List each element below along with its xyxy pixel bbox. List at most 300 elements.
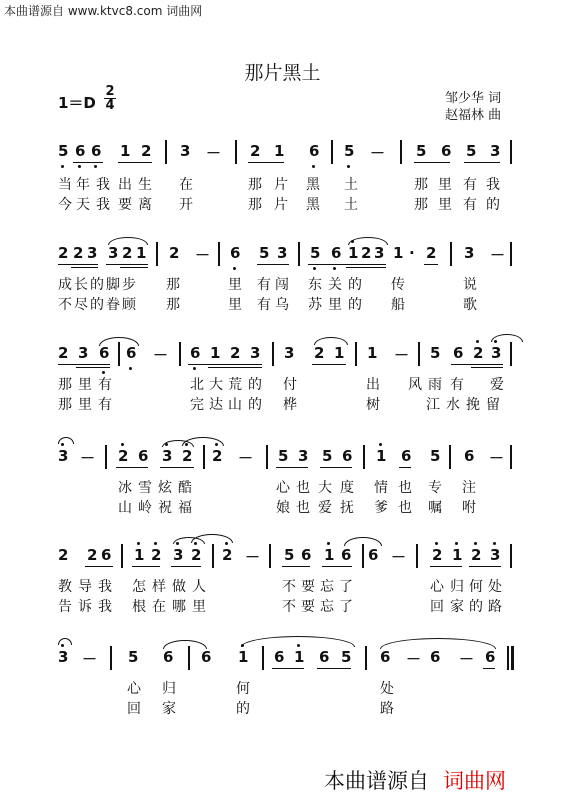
lyric: 专 xyxy=(428,480,442,496)
barline xyxy=(298,242,300,266)
lyric: 黑 xyxy=(306,177,320,193)
note: 1 xyxy=(238,648,249,666)
lyric: 我 xyxy=(98,579,112,595)
lyric: 挽 xyxy=(466,397,480,413)
lyric: 开 xyxy=(179,197,193,213)
lyric: 有 xyxy=(257,297,271,313)
lyric: 祝 xyxy=(158,500,172,516)
lyrics-line-1 xyxy=(58,477,514,497)
lyric: 要 xyxy=(301,579,315,595)
lyric: 里 xyxy=(438,197,452,213)
high-dot xyxy=(474,542,477,545)
low-dot xyxy=(61,165,64,168)
site-header: 本曲谱源自 www.ktvc8.com 词曲网 xyxy=(4,4,203,18)
final-barline xyxy=(511,646,514,670)
high-dot xyxy=(435,542,438,545)
note: 3 xyxy=(180,142,191,160)
barline xyxy=(510,242,512,266)
lyric: 关 xyxy=(328,277,342,293)
slur xyxy=(348,237,388,245)
lyric: 心 xyxy=(276,480,290,496)
lyric: 哪 xyxy=(172,599,186,615)
note: 3 xyxy=(284,344,295,362)
note: 2 xyxy=(87,546,98,564)
barline xyxy=(235,140,237,164)
note: 6 xyxy=(342,447,353,465)
lyric: 有 xyxy=(257,277,271,293)
lyric: 生 xyxy=(138,177,152,193)
note: 2 xyxy=(169,244,180,262)
lyric: 土 xyxy=(344,197,358,213)
lyric: 做 xyxy=(172,579,186,595)
underline xyxy=(308,264,386,265)
barline xyxy=(179,342,181,366)
underline xyxy=(430,566,462,567)
lyric: 有 xyxy=(98,377,112,393)
lyric: 的 xyxy=(248,397,262,413)
lyric: 有 xyxy=(450,377,464,393)
note: － xyxy=(370,144,386,162)
lyric: 乌 xyxy=(275,297,289,313)
high-dot xyxy=(455,542,458,545)
note: 2 xyxy=(361,244,372,262)
lyric: 有 xyxy=(463,197,477,213)
barline xyxy=(510,342,512,366)
note: 6 xyxy=(163,648,174,666)
lyric: 嘱 xyxy=(428,500,442,516)
note: 6 xyxy=(309,142,320,160)
note: － xyxy=(245,548,261,566)
note: 5 xyxy=(466,142,477,160)
lyric: 不 xyxy=(282,579,296,595)
note: 6 xyxy=(99,344,110,362)
note: 6 xyxy=(230,244,241,262)
lyric: 说 xyxy=(463,277,477,293)
barline xyxy=(510,140,512,164)
low-dot xyxy=(94,165,97,168)
lyric: 酷 xyxy=(178,480,192,496)
tie xyxy=(58,638,72,645)
high-dot xyxy=(154,542,157,545)
lyric: 心 xyxy=(430,579,444,595)
note: 1 xyxy=(210,344,221,362)
note: 5 xyxy=(310,244,321,262)
underline xyxy=(320,467,352,468)
barline xyxy=(266,445,268,469)
lyric: 雪 xyxy=(138,480,152,496)
note: 2 xyxy=(314,344,325,362)
note: 2 xyxy=(141,142,152,160)
lyric: 歌 xyxy=(463,297,477,313)
note: 6 xyxy=(75,142,86,160)
lyric: 片 xyxy=(274,177,288,193)
lyrics-line-1 xyxy=(58,174,514,194)
high-dot xyxy=(121,443,124,446)
note: 3 xyxy=(250,344,261,362)
note: 3 xyxy=(108,244,119,262)
underline xyxy=(58,364,110,365)
lyric: 导 xyxy=(78,579,92,595)
tie xyxy=(191,534,233,543)
note: 3 xyxy=(58,648,69,666)
underline xyxy=(188,364,262,365)
lyric: 我 xyxy=(96,197,110,213)
note: 5 xyxy=(322,447,333,465)
underline xyxy=(414,162,450,163)
low-dot xyxy=(312,165,315,168)
lyric: 闯 xyxy=(275,277,289,293)
lyrics-line-2 xyxy=(58,194,514,214)
underline xyxy=(424,264,438,265)
lyric: 顾 xyxy=(122,297,136,313)
note: 3 xyxy=(58,447,69,465)
lyric: 水 xyxy=(446,397,460,413)
lyric: 娘 xyxy=(276,500,290,516)
lyric: 树 xyxy=(366,397,380,413)
note: 6 xyxy=(441,142,452,160)
barline xyxy=(165,140,167,164)
lyrics-line-2 xyxy=(58,294,514,314)
note: 1 xyxy=(376,447,387,465)
lyrics-line-1 xyxy=(58,678,514,698)
underline xyxy=(464,162,500,163)
note: 2 xyxy=(426,244,437,262)
tie xyxy=(380,638,496,649)
lyric: 冰 xyxy=(118,480,132,496)
note: － xyxy=(206,144,222,162)
lyric: 路 xyxy=(488,599,502,615)
time-bottom: 4 xyxy=(105,98,115,113)
lyric: 在 xyxy=(179,177,193,193)
lyric: 的 xyxy=(348,297,362,313)
lyric: 长 xyxy=(74,277,88,293)
lyric: 岭 xyxy=(138,500,152,516)
lyric: 当 xyxy=(58,177,72,193)
lyric: 里 xyxy=(228,297,242,313)
lyrics-line-1 xyxy=(58,274,514,294)
note: － xyxy=(238,449,254,467)
lyric: 不 xyxy=(58,297,72,313)
song-title: 那片黑土 xyxy=(244,62,321,84)
low-dot xyxy=(78,165,81,168)
notes-row-6 xyxy=(58,644,514,672)
note: 1 xyxy=(294,648,305,666)
lyric: 何 xyxy=(236,681,250,697)
lyric: 怎 xyxy=(132,579,146,595)
underline xyxy=(483,668,495,669)
underline xyxy=(116,467,148,468)
note: 6 xyxy=(126,344,137,362)
note: 2 xyxy=(182,447,193,465)
tie xyxy=(163,640,207,649)
lyrics-line-1 xyxy=(58,374,514,394)
barline xyxy=(418,342,420,366)
lyric: 回 xyxy=(430,599,444,615)
barline xyxy=(416,544,418,568)
tie xyxy=(344,537,382,546)
lyric: 的 xyxy=(236,701,250,717)
lyric: 北 xyxy=(190,377,204,393)
underline xyxy=(469,566,501,567)
barline xyxy=(203,445,205,469)
lyric: 土 xyxy=(344,177,358,193)
note: 1 xyxy=(134,546,145,564)
lyric: 也 xyxy=(398,500,412,516)
lyric: 抚 xyxy=(340,500,354,516)
low-dot xyxy=(347,165,350,168)
lyric: 也 xyxy=(398,480,412,496)
barline xyxy=(218,242,220,266)
note: 6 xyxy=(464,447,475,465)
note: 2 xyxy=(191,546,202,564)
note: 1 xyxy=(136,244,147,262)
note: 1 xyxy=(367,344,378,362)
note: 1 xyxy=(324,546,335,564)
note: － xyxy=(153,346,169,364)
underline xyxy=(272,668,304,669)
barline xyxy=(110,646,112,670)
time-signature xyxy=(104,86,116,111)
barline xyxy=(121,544,123,568)
slur xyxy=(314,337,348,345)
lyric: 爹 xyxy=(374,500,388,516)
note: 3 xyxy=(173,546,184,564)
note: － xyxy=(82,650,98,668)
lyric: 传 xyxy=(391,277,405,293)
lyric: 情 xyxy=(374,480,388,496)
note: － xyxy=(490,246,506,264)
barline xyxy=(262,646,264,670)
barline xyxy=(331,140,333,164)
lyric: 的 xyxy=(90,277,104,293)
notes-row-5 xyxy=(58,542,514,570)
lyric: 里 xyxy=(228,277,242,293)
note: 6 xyxy=(341,546,352,564)
note: 6 xyxy=(331,244,342,262)
lyric: 出 xyxy=(366,377,380,393)
lyric: 的 xyxy=(486,197,500,213)
time-top: 2 xyxy=(105,84,115,99)
note: － xyxy=(195,246,211,264)
note: 5 xyxy=(284,546,295,564)
underline xyxy=(248,162,284,163)
note: 6 xyxy=(319,648,330,666)
note: 5 xyxy=(128,648,139,666)
underline xyxy=(118,162,152,163)
lyric: 根 xyxy=(132,599,146,615)
lyric: 里 xyxy=(328,297,342,313)
lyric: 爱 xyxy=(318,500,332,516)
lyrics-line-2 xyxy=(58,394,514,414)
note: 3 xyxy=(374,244,385,262)
lyric: 桦 xyxy=(283,397,297,413)
barline xyxy=(400,140,402,164)
underline xyxy=(451,364,503,365)
lyric: 人 xyxy=(192,579,206,595)
note: － xyxy=(459,650,475,668)
lyric: 路 xyxy=(380,701,394,717)
lyric: 何 xyxy=(469,579,483,595)
lyric: 里 xyxy=(192,599,206,615)
note: 6 xyxy=(453,344,464,362)
lyric: 心 xyxy=(127,681,141,697)
note: 2 xyxy=(73,244,84,262)
barline xyxy=(212,544,214,568)
note: 3 xyxy=(87,244,98,262)
lyric: 炫 xyxy=(158,480,172,496)
credits xyxy=(445,90,501,124)
note: 2 xyxy=(151,546,162,564)
lyric: 那 xyxy=(248,177,262,193)
note: 3 xyxy=(162,447,173,465)
note: 6 xyxy=(301,546,312,564)
note: 6 xyxy=(138,447,149,465)
lyric: 苏 xyxy=(308,297,322,313)
lyric: 那 xyxy=(58,377,72,393)
underline xyxy=(85,566,113,567)
barline xyxy=(269,544,271,568)
lyric: 完 xyxy=(190,397,204,413)
lyric: 那 xyxy=(166,277,180,293)
lyric: 尽 xyxy=(74,297,88,313)
note: 6 xyxy=(401,447,412,465)
lyric: 天 xyxy=(76,197,90,213)
note: 5 xyxy=(344,142,355,160)
brand-name: 本曲谱源自 xyxy=(324,769,429,793)
note: 2 xyxy=(250,142,261,160)
lyric: 在 xyxy=(152,599,166,615)
lyric: 的 xyxy=(90,297,104,313)
note: 6 xyxy=(368,546,379,564)
note: 5 xyxy=(430,344,441,362)
note: 2 xyxy=(58,344,69,362)
lyric: 家 xyxy=(450,599,464,615)
lyricist: 邹少华 词 xyxy=(445,91,502,106)
lyrics-line-2 xyxy=(58,497,514,517)
barline xyxy=(449,445,451,469)
lyric: 了 xyxy=(339,579,353,595)
lyric: 那 xyxy=(248,197,262,213)
lyric: 注 xyxy=(462,480,476,496)
underline xyxy=(282,566,310,567)
note: 1 xyxy=(393,244,404,262)
note: 3 xyxy=(490,546,501,564)
underline xyxy=(120,267,148,268)
note: · xyxy=(409,244,415,262)
high-dot xyxy=(379,443,382,446)
key-signature: 1＝D xyxy=(58,94,96,112)
note: 2 xyxy=(432,546,443,564)
lyric: 东 xyxy=(308,277,322,293)
lyric: 今 xyxy=(58,197,72,213)
notes-row-4 xyxy=(58,443,514,471)
lyric: 片 xyxy=(274,197,288,213)
note: 3 xyxy=(491,344,502,362)
lyric: 黑 xyxy=(306,197,320,213)
high-dot xyxy=(137,542,140,545)
underline xyxy=(471,367,503,368)
note: 5 xyxy=(58,142,69,160)
note: 2 xyxy=(222,546,233,564)
slur xyxy=(108,237,148,245)
lyric: 也 xyxy=(296,500,310,516)
note: 2 xyxy=(58,244,69,262)
low-dot xyxy=(233,267,236,270)
note: － xyxy=(489,449,505,467)
brand-site: 词曲网 xyxy=(443,769,506,793)
lyric: 我 xyxy=(96,177,110,193)
underline xyxy=(208,367,262,368)
lyric: 了 xyxy=(339,599,353,615)
lyric: 付 xyxy=(283,377,297,393)
note: 5 xyxy=(416,142,427,160)
underline xyxy=(171,566,201,567)
barline xyxy=(362,544,364,568)
lyric: 风 xyxy=(408,377,422,393)
lyric: 有 xyxy=(463,177,477,193)
lyric: 诉 xyxy=(78,599,92,615)
barline xyxy=(365,646,367,670)
note: － xyxy=(80,449,96,467)
underline xyxy=(132,566,160,567)
note: 1 xyxy=(348,244,359,262)
underline xyxy=(322,566,352,567)
note: 2 xyxy=(58,546,69,564)
underline xyxy=(312,364,346,365)
low-dot xyxy=(193,367,196,370)
barline xyxy=(272,342,274,366)
high-dot xyxy=(327,542,330,545)
low-dot xyxy=(313,267,316,270)
lyric: 家 xyxy=(162,701,176,717)
underline xyxy=(76,367,110,368)
note: 2 xyxy=(212,447,223,465)
note: 6 xyxy=(485,648,496,666)
barline xyxy=(188,646,190,670)
high-dot xyxy=(493,542,496,545)
lyric: 回 xyxy=(127,701,141,717)
barline xyxy=(507,646,509,670)
lyric: 度 xyxy=(340,480,354,496)
tie xyxy=(182,437,224,446)
lyric: 忘 xyxy=(320,599,334,615)
notes-row-3 xyxy=(58,340,514,368)
lyric: 眷 xyxy=(106,297,120,313)
note: 6 xyxy=(274,648,285,666)
barline xyxy=(355,342,357,366)
lyric: 忘 xyxy=(320,579,334,595)
lyric: 教 xyxy=(58,579,72,595)
lyric: 咐 xyxy=(462,500,476,516)
note: － xyxy=(394,346,410,364)
low-dot xyxy=(333,267,336,270)
barline xyxy=(105,445,107,469)
note: 5 xyxy=(259,244,270,262)
low-dot xyxy=(129,367,132,370)
underline xyxy=(160,467,194,468)
note: 6 xyxy=(201,648,212,666)
lyric: 样 xyxy=(152,579,166,595)
note: 6 xyxy=(190,344,201,362)
lyric: 的 xyxy=(348,277,362,293)
composer: 赵福林 曲 xyxy=(445,108,502,123)
note: 6 xyxy=(430,648,441,666)
barline xyxy=(510,445,512,469)
note: － xyxy=(406,650,422,668)
note: 3 xyxy=(464,244,475,262)
lyrics-line-2 xyxy=(58,698,514,718)
notes-row-2 xyxy=(58,240,514,268)
